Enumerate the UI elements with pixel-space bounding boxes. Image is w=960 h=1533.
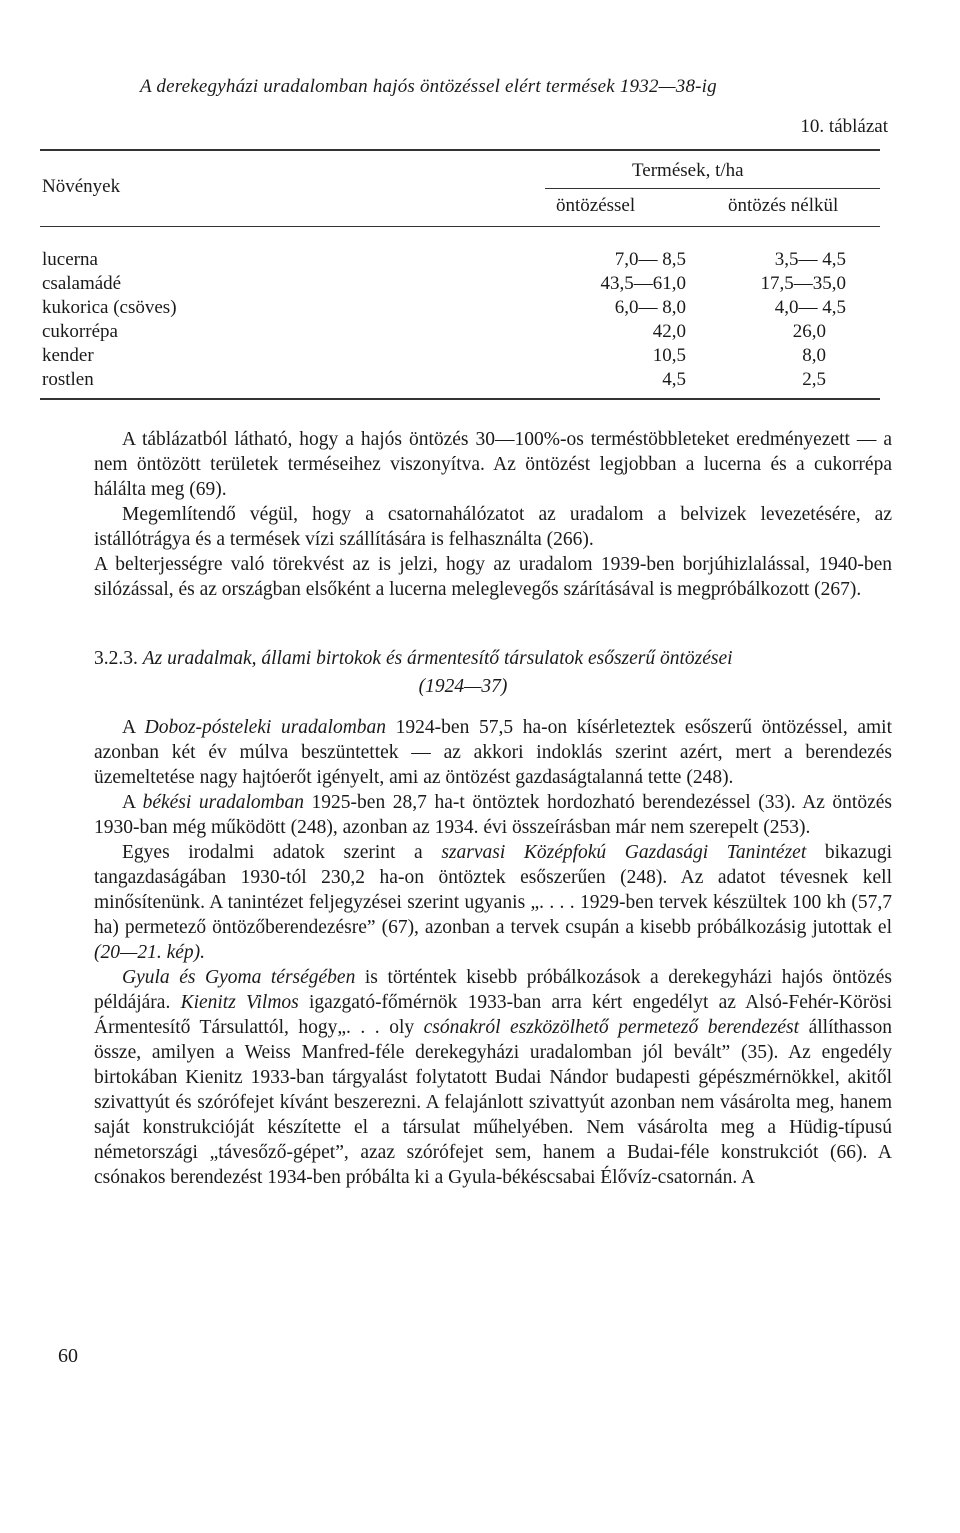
table-bottom-rule bbox=[40, 398, 880, 400]
paragraph-block-2 bbox=[94, 715, 892, 1190]
row-with: 10,5 bbox=[652, 345, 686, 366]
row-without: 8,0 bbox=[802, 345, 826, 366]
emphasis: csónakról eszközölhető permetező berendezést bbox=[423, 1017, 800, 1038]
paragraph: A belterjességre való törekvést az is jelzi, hogy az uradalom 1939-ben borjúhizlalással, 1940-ben silózással, és az országban elsőként a lucerna meleglevegős szárításával is megpróbálkozott (267). bbox=[94, 554, 892, 600]
header-without-irrigation: öntözés nélkül bbox=[728, 195, 839, 216]
paragraph bbox=[94, 840, 892, 965]
emphasis: békési uradalomban bbox=[142, 792, 304, 813]
paragraph bbox=[94, 790, 892, 840]
row-plant: lucerna bbox=[42, 249, 98, 270]
text-run: A bbox=[122, 792, 143, 813]
paragraph bbox=[94, 965, 892, 1190]
emphasis: (20—21. kép). bbox=[94, 942, 206, 963]
row-without: 4,0— 4,5 bbox=[774, 297, 846, 318]
text-run: A bbox=[122, 717, 145, 738]
emphasis: szarvasi Középfokú Gazdasági Tanintézet bbox=[441, 842, 807, 863]
paragraph: Megemlítendő végül, hogy a csatornahálózatot az uradalom a belvizek levezetésére, az istállótrágya és a termések vízi szállítására is felhasználta (266). bbox=[94, 504, 892, 550]
row-plant: kukorica (csöves) bbox=[42, 297, 177, 318]
paragraph: A táblázatból látható, hogy a hajós öntözés 30—100%-os terméstöbbleteket eredményezett — a nem öntözött területek terméseihez viszonyítva. Az öntözést legjobban a lucerna és a cukorrépa hálálta meg (69). bbox=[94, 429, 892, 500]
table-group-rule bbox=[545, 188, 880, 189]
row-without: 3,5— 4,5 bbox=[774, 249, 846, 270]
paragraph-block-1 bbox=[94, 427, 892, 602]
row-without: 17,5—35,0 bbox=[760, 273, 846, 294]
row-without: 2,5 bbox=[802, 369, 826, 390]
row-with: 6,0— 8,0 bbox=[614, 297, 686, 318]
row-plant: rostlen bbox=[42, 369, 94, 390]
table-top-rule bbox=[40, 149, 880, 151]
page-number: 60 bbox=[58, 1345, 78, 1367]
text-run: állíthasson össze, amilyen a Weiss Manfred-féle derekegyházi uradalomban jól bevált” (35). Az engedély birtokában Kienitz 1933-ban tárgyalást folytatott Budai Nándor budapesti gépészmérnökkel, akitől szivattyút és szórófejet kívánt beszerezni. A felajánlott szivattyút azonban nem vásárolta meg, hanem saját konstrukcióját készítette el a társulat műhelyében. Nem vásárolta meg a Hüdig-típusú németországi „távesőző-gépet”, azaz szórófejet sem, hanem a Budai-féle konstrukciót (66). A csónakos berendezést 1934-ben próbálta ki a Gyula-békéscsabai Élővíz-csatornán. A bbox=[94, 1017, 892, 1188]
table-caption: A derekegyházi uradalomban hajós öntözéssel elért termések 1932—38-ig bbox=[140, 76, 717, 97]
text-run: Egyes irodalmi adatok szerint a bbox=[122, 842, 442, 863]
row-with: 7,0— 8,5 bbox=[614, 249, 686, 270]
section-heading bbox=[94, 646, 892, 700]
header-with-irrigation: öntözéssel bbox=[556, 195, 636, 216]
section-years: (1924—37) bbox=[418, 676, 508, 697]
row-with: 42,0 bbox=[652, 321, 686, 342]
row-without: 26,0 bbox=[792, 321, 826, 342]
header-plants: Növények bbox=[42, 176, 121, 197]
header-yields: Termések, t/ha bbox=[632, 160, 744, 181]
text-run: igazgató-főmérnök 1933-ban arra kért engedélyt az Alsó-Fehér-Körösi Ármentesítő Társulattól, hogy„. . . oly bbox=[94, 992, 892, 1038]
text-run: bikazugi tangazdaságában 1930-tól 230,2 ha-on öntöztek esőszerűen (248). Az adatot tévesnek kell minősítenünk. A tanintézet feljegyzései szerint ugyanis „. . . . 1929-ben tervek készültek 100 kh (57,7 ha) permetező öntözőberendezésre” (67), azonban a tervek csupán a kisebb próbálkozásig jutottak el bbox=[94, 842, 892, 938]
row-plant: kender bbox=[42, 345, 94, 366]
section-number: 3.2.3. bbox=[94, 648, 138, 669]
row-plant: csalamádé bbox=[42, 273, 122, 294]
text-run: 1924-ben 57,5 ha-on kísérleteztek esőszerű öntözéssel, amit azonban két év múlva beszüntettek — az akkori indoklás szerint azért, mert a berendezés üzemeltetése nagy hajtóerőt igényelt, ami az öntözést gazdaságtalanná tette (248). bbox=[94, 717, 892, 788]
emphasis: Gyula és Gyoma térségében bbox=[122, 967, 356, 988]
emphasis: Doboz-pósteleki uradalomban bbox=[144, 717, 387, 738]
row-with: 43,5—61,0 bbox=[600, 273, 686, 294]
table-number: 10. táblázat bbox=[800, 116, 888, 137]
table-header-rule bbox=[40, 226, 880, 227]
text-run: 1925-ben 28,7 ha-t öntöztek hordozható berendezéssel (33). Az öntözés 1930-ban még működött (248), azonban az 1934. évi összeírásban már nem szerepelt (253). bbox=[94, 792, 892, 838]
row-with: 4,5 bbox=[662, 369, 686, 390]
text-run: is történtek kisebb próbálkozások a derekegyházi hajós öntözés példájára. bbox=[94, 967, 893, 1013]
row-plant: cukorrépa bbox=[42, 321, 118, 342]
section-title: Az uradalmak, állami birtokok és ármentesítő társulatok esőszerű öntözései bbox=[142, 648, 733, 669]
emphasis: Kienitz Vilmos bbox=[180, 992, 299, 1013]
paragraph bbox=[94, 715, 892, 790]
